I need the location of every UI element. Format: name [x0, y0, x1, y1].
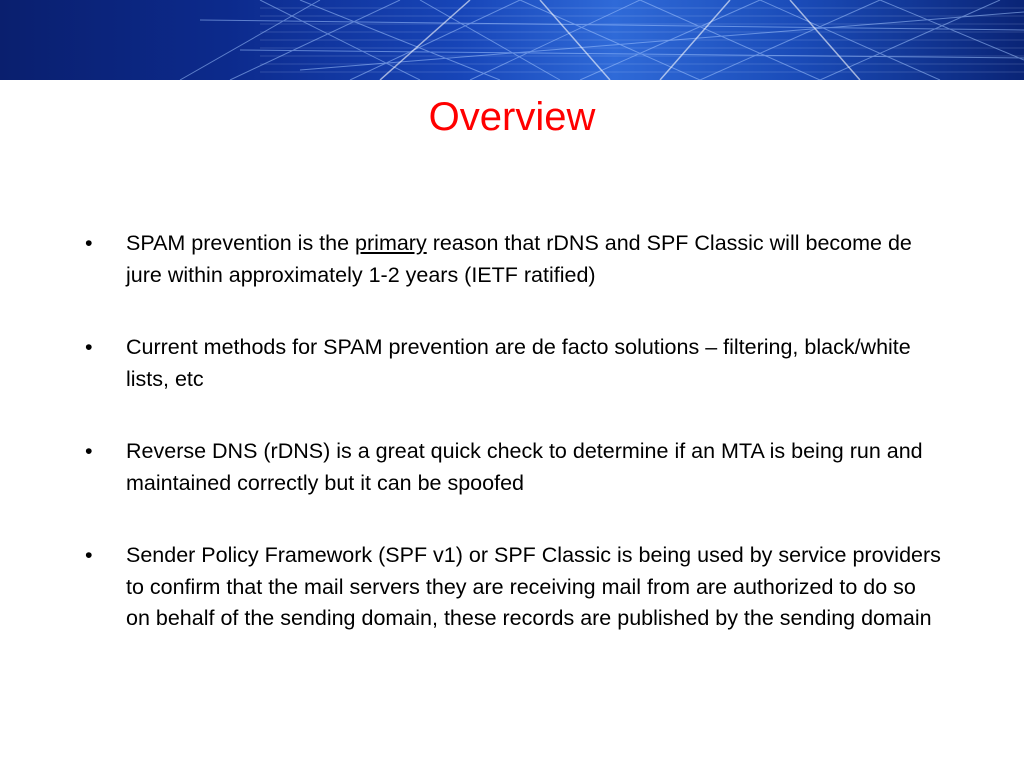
bullet-item [85, 332, 945, 395]
bullet-text-start: SPAM prevention is the [126, 231, 356, 255]
bullet-marker: • [85, 543, 93, 567]
header-banner [0, 0, 1024, 80]
bullet-marker: • [85, 231, 93, 255]
bullet-text: Reverse DNS (rDNS) is a great quick check to determine if an MTA is being run and maintained correctly but it can be spoofed [126, 439, 923, 495]
bullet-text: Current methods for SPAM prevention are de facto solutions – filtering, black/white lists, etc [126, 335, 911, 391]
bullet-text: Sender Policy Framework (SPF v1) or SPF Classic is being used by service providers to confirm that the mail servers they are receiving mail from are authorized to do so on behalf of the sending domain, these records are published by the sending domain [126, 543, 941, 630]
bullet-marker: • [85, 439, 93, 463]
bullet-item [85, 436, 945, 499]
bullet-item [85, 540, 945, 635]
network-pattern-graphic [0, 0, 1024, 80]
bullet-text-emphasis: primary [355, 231, 427, 255]
bullet-list [85, 228, 945, 676]
bullet-item [85, 228, 945, 291]
bullet-marker: • [85, 335, 93, 359]
slide-title: Overview [428, 95, 596, 139]
bullet-text-end: reason that rDNS and SPF Classic will become de jure within approximately 1-2 years (IETF ratified) [126, 231, 912, 287]
